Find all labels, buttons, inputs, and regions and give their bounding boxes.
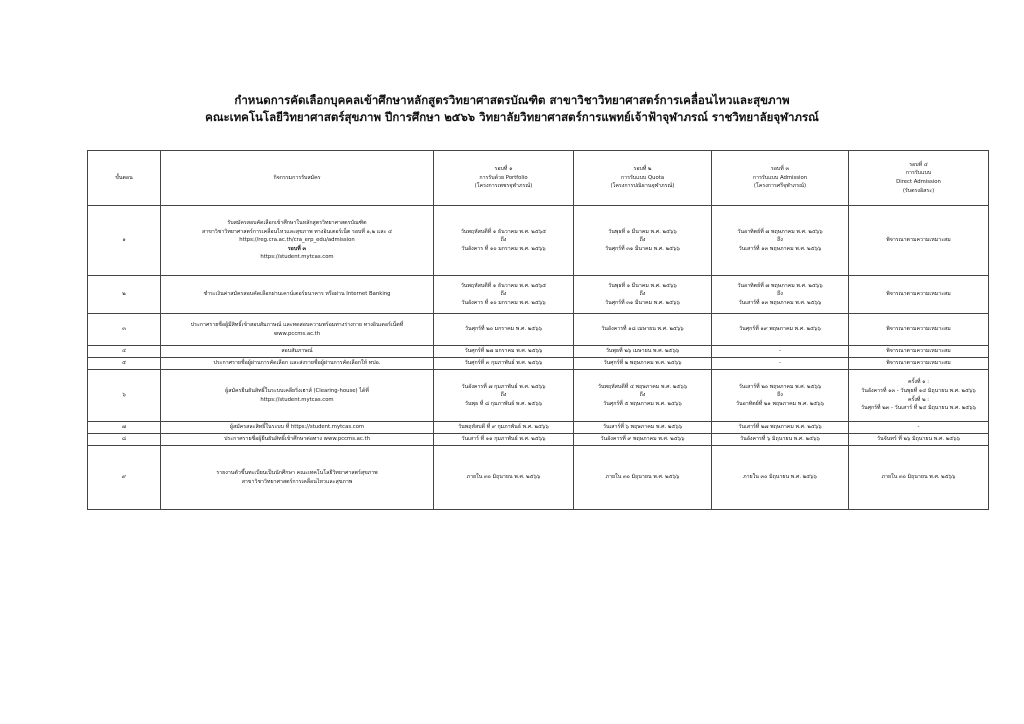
cell-line: https://student.mytcas.com [260,396,334,403]
table-row [88,422,989,434]
cell-line: วันอาทิตย์ที่ ๗ พฤษภาคม พ.ศ. ๒๕๖๖ [737,228,823,235]
round-1-cell [434,358,574,370]
cell-line: ถึง [639,392,646,399]
cell-line: ๙ [122,474,126,481]
activity-cell [161,346,434,358]
round-3-cell [712,346,849,358]
cell-line: พิจารณาตามความเหมาะสม [886,348,951,355]
step-cell [88,422,161,434]
round-2-cell [574,422,712,434]
round-4-cell [849,346,989,358]
cell-line: วันพุธที่ ๑ มีนาคม พ.ศ. ๒๕๖๖ [608,282,677,289]
cell-line: วันเสาร์ที่ ๒๐ พฤษภาคม พ.ศ. ๒๕๖๖ [738,383,822,390]
cell-line: ๕ [121,360,126,367]
round-1-cell [434,206,574,276]
round-4-cell [849,446,989,510]
cell-line: สาขาวิชาวิทยาศาสตร์การเคลื่อนไหวและสุขภาพ ทางอินเตอร์เน็ต รอบที่ ๑,๒ และ ๔ [202,228,392,235]
round-2-cell [574,276,712,314]
cell-line: ถึง [639,291,646,298]
cell-line: วันอังคาร ที่ ๑๐ มกราคม พ.ศ. ๒๕๖๖ [461,245,546,252]
cell-line: ๘ [121,436,127,443]
cell-line: วันเสาร์ที่ ๖ พฤษภาคม พ.ศ. ๒๕๖๖ [602,424,683,431]
cell-line: สาขาวิชาวิทยาศาสตร์การเคลื่อนไหวและสุขภาพ [241,478,353,485]
round-1-cell [434,446,574,510]
cell-line: วันอังคารที่ ๑๘ เมษายน พ.ศ. ๒๕๖๖ [601,326,684,333]
step-cell [88,276,161,314]
round-2-cell [574,434,712,446]
round-1-cell [434,314,574,346]
cell-line: วันศุกร์ที่ ๓ กุมภาพันธ์ พ.ศ. ๒๕๖๖ [464,360,543,367]
cell-line: ภายใน ๓๐ มิถุนายน พ.ศ. ๒๕๖๖ [743,474,817,481]
header-row [88,151,989,206]
round-3-cell [712,446,849,510]
step-cell [88,434,161,446]
round-4-cell [849,422,989,434]
cell-line: วันเสาร์ที่ ๑๓ พฤษภาคม พ.ศ. ๒๕๖๖ [738,299,822,306]
cell-line: ชำระเงินค่าสมัครสอบคัดเลือกผ่านเคาน์เตอร์ธนาคาร หรือผ่าน Internet Banking [203,291,391,298]
cell-line: พิจารณาตามความเหมาะสม [886,237,951,244]
round-4-cell [849,276,989,314]
cell-line: วันศุกร์ที่ ๒๐ มกราคม พ.ศ. ๒๕๖๖ [465,326,542,333]
round-2-cell [574,346,712,358]
cell-line: รับสมัครสอบคัดเลือกเข้าศึกษาในหลักสูตรวิทยาศาสตรบัณฑิต [227,220,367,227]
table-row [88,314,989,346]
cell-line: ประกาศรายชื่อผู้มีสิทธิ์เข้าสอบสัมภาษณ์ และทดสอบความพร้อมทางร่างกาย ทางอินเตอร์เน็ตที่ [190,321,404,328]
round-1-cell [434,346,574,358]
activity-cell [161,206,434,276]
cell-line: - [779,348,781,355]
round-2-cell [574,206,712,276]
cell-line: วันอาทิตย์ที่ ๒๑ พฤษภาคม พ.ศ. ๒๕๖๖ [735,400,824,407]
cell-line: วันเสาร์ที่ ๒๗ พฤษภาคม พ.ศ. ๒๕๖๖ [738,424,822,431]
cell-line: วันพฤหัสบดีที่ ๔ พฤษภาคม พ.ศ. ๒๕๖๖ [597,383,688,390]
table-row [88,346,989,358]
cell-line: ประกาศรายชื่อผู้ผ่านการคัดเลือก และส่งรายชื่อผู้ผ่านการคัดเลือกให้ ทปอ. [213,360,381,367]
round-3-cell [712,358,849,370]
cell-line: วันอังคารที่ ๑๓ - วันพุธที่ ๑๔ มิถุนายน พ.ศ. ๒๕๖๖ [861,387,976,394]
header-round-1: รอบที่ ๑ การรับด้วย Portfolio (โครงการเพชรจุฬาภรณ์) [434,151,574,206]
cell-line: ๗ [122,424,126,431]
cell-line: วันศุกร์ที่ ๒๗ มกราคม พ.ศ. ๒๕๖๖ [464,348,543,355]
cell-line: พิจารณาตามความเหมาะสม [886,326,951,333]
cell-line: วันจันทร์ ที่ ๒๖ มิถุนายน พ.ศ. ๒๕๖๖ [877,436,960,443]
activity-cell [161,370,434,422]
cell-line: รายงานตัวขึ้นทะเบียนเป็นนักศึกษา คณะเทคโนโลยีวิทยาศาสตร์สุขภาพ [216,469,378,476]
step-cell [88,206,161,276]
cell-line: วันศุกร์ที่ ๓๑ มีนาคม พ.ศ. ๒๕๖๖ [605,245,680,252]
round-3-cell [712,370,849,422]
cell-line: วันเสาร์ ที่ ๑๑ กุมภาพันธ์ พ.ศ. ๒๕๖๖ [461,436,546,443]
header-round-3: รอบที่ ๓ การรับแบบ Admission (โครงการศรีจุฬาภรณ์) [712,151,849,206]
header-round-4: รอบที่ ๔ การรับแบบ Direct Admission (รับตรงอิสระ) [849,151,989,206]
round-4-cell [849,370,989,422]
cell-line: ถึง [777,291,783,298]
cell-line: วันพุธ ที่ ๘ กุมภาพันธ์ พ.ศ. ๒๕๖๖ [464,400,543,407]
cell-line: พิจารณาตามความเหมาะสม [886,291,951,298]
step-cell [88,446,161,510]
cell-line: ภายใน ๓๐ มิถุนายน พ.ศ. ๒๕๖๖ [881,474,956,481]
step-cell [88,370,161,422]
cell-line: www.pccms.ac.th [273,330,321,337]
round-4-cell [849,434,989,446]
cell-line: ภายใน ๓๐ มิถุนายน พ.ศ. ๒๕๖๖ [466,474,541,481]
title-line-2: คณะเทคโนโลยีวิทยาศาสตร์สุขภาพ ปีการศึกษา ๒๕๖๖ วิทยาลัยวิทยาศาสตร์การแพทย์เจ้าฟ้าจุฬาภรณ์ ราชวิทยาลัยจุฬาภรณ์ [205,110,819,124]
cell-line: ผู้สมัครสละสิทธิ์ในระบบ ที่ https://student.mytcas.com [229,424,365,431]
header-step: ขั้นตอน [88,151,161,206]
step-cell [88,358,161,370]
cell-line: วันศุกร์ที่ ๑๙ พฤษภาคม พ.ศ. ๒๕๖๖ [739,326,821,333]
round-1-cell [434,370,574,422]
round-4-cell [849,206,989,276]
cell-line: วันพุธที่ ๑ มีนาคม พ.ศ. ๒๕๖๖ [608,228,677,235]
table-row [88,434,989,446]
cell-line: ผู้สมัครยืนยันสิทธิ์ในระบบเคลียริ่งเฮาส์ (Clearing-house) ได้ที่ [225,387,369,394]
cell-line: วันเสาร์ที่ ๑๓ พฤษภาคม พ.ศ. ๒๕๖๖ [738,245,822,252]
cell-line: ถึง [500,291,507,298]
cell-line: วันพฤหัสบดี ที่ ๙ กุมภาพันธ์ พ.ศ. ๒๕๖๖ [458,424,549,431]
cell-line: https://reg.cra.ac.th/cra_erp_edu/admission [239,237,355,244]
header-round-2: รอบที่ ๒ การรับแบบ Quota (โครงการปณิธานจุฬาภรณ์) [574,151,712,206]
cell-line: https://student.mytcas.com [260,254,334,261]
cell-line: ครั้งที่ ๑ : [908,379,929,386]
cell-line: - [917,424,920,431]
round-3-cell [712,434,849,446]
cell-line: พิจารณาตามความเหมาะสม [886,360,951,367]
cell-line: ๑ [122,237,126,244]
cell-line: ถึง [500,392,507,399]
cell-line: วันอาทิตย์ที่ ๗ พฤษภาคม พ.ศ. ๒๕๖๖ [737,282,823,289]
activity-cell [161,358,434,370]
table-row [88,206,989,276]
title-line-1: กำหนดการคัดเลือกบุคคลเข้าศึกษาหลักสูตรวิทยาศาสตรบัณฑิต สาขาวิชาวิทยาศาสตร์การเคลื่อนไหวและสุขภาพ [234,93,790,107]
activity-cell [161,434,434,446]
cell-line: วันพฤหัสบดีที่ ๑ ธันวาคม พ.ศ. ๒๕๖๕ [460,228,547,235]
header-activity: กิจกรรมการรับสมัคร [161,151,434,206]
round-1-cell [434,276,574,314]
cell-line: ภายใน ๓๐ มิถุนายน พ.ศ. ๒๕๖๖ [605,474,680,481]
round-4-cell [849,358,989,370]
activity-cell [161,446,434,510]
cell-line: วันพฤหัสบดีที่ ๑ ธันวาคม พ.ศ. ๒๕๖๕ [460,282,547,289]
round-1-cell [434,422,574,434]
cell-line: ถึง [500,237,507,244]
cell-line: - [779,360,781,367]
round-3-cell [712,206,849,276]
cell-line: ๔ [121,348,126,355]
cell-line: วันอังคารที่ ๙ พฤษภาคม พ.ศ. ๒๕๖๖ [600,436,685,443]
cell-line: ครั้งที่ ๒ : [907,396,930,403]
activity-cell [161,422,434,434]
cell-line: รอบที่ ๓ [287,245,307,252]
cell-line: ประกาศรายชื่อผู้ยืนยันสิทธิ์เข้าศึกษาต่อทาง www.pccms.ac.th [224,436,370,443]
activity-cell [161,314,434,346]
round-2-cell [574,358,712,370]
cell-line: ถึง [777,392,783,399]
round-4-cell [849,314,989,346]
table-row [88,358,989,370]
cell-line: วันอังคาร ที่ ๑๐ มกราคม พ.ศ. ๒๕๖๖ [461,299,546,306]
cell-line: วันอังคารที่ ๖ มิถุนายน พ.ศ. ๒๕๖๖ [740,436,820,443]
activity-cell [161,276,434,314]
table-row [88,370,989,422]
cell-line: ๒ [122,291,126,298]
cell-line: ถึง [777,237,783,244]
round-3-cell [712,314,849,346]
round-1-cell [434,434,574,446]
round-2-cell [574,370,712,422]
cell-line: วันศุกร์ที่ ๒ พฤษภาคม พ.ศ. ๒๕๖๖ [603,360,682,367]
step-cell [88,314,161,346]
round-3-cell [712,276,849,314]
table-row [88,446,989,510]
cell-line: วันศุกร์ที่ ๓๑ มีนาคม พ.ศ. ๒๕๖๖ [605,299,680,306]
cell-line: ๓ [122,326,126,333]
cell-line: ๖ [122,392,126,399]
step-cell [88,346,161,358]
cell-line: วันศุกร์ที่ ๒๓ - วันเสาร์ ที่ ๒๔ มิถุนายน พ.ศ. ๒๕๖๖ [861,405,976,412]
cell-line: วันอังคารที่ ๗ กุมภาพันธ์ พ.ศ. ๒๕๖๖ [461,383,546,390]
schedule-table [87,150,989,510]
round-3-cell [712,422,849,434]
cell-line: วันพุธที่ ๒๖ เมษายน พ.ศ. ๒๕๖๖ [605,348,680,355]
round-2-cell [574,314,712,346]
round-2-cell [574,446,712,510]
document-title [0,92,1024,126]
cell-line: วันศุกร์ที่ ๕ พฤษภาคม พ.ศ. ๒๕๖๖ [603,400,682,407]
cell-line: สอบสัมภาษณ์ [281,348,313,355]
cell-line: ถึง [639,237,646,244]
table-row [88,276,989,314]
